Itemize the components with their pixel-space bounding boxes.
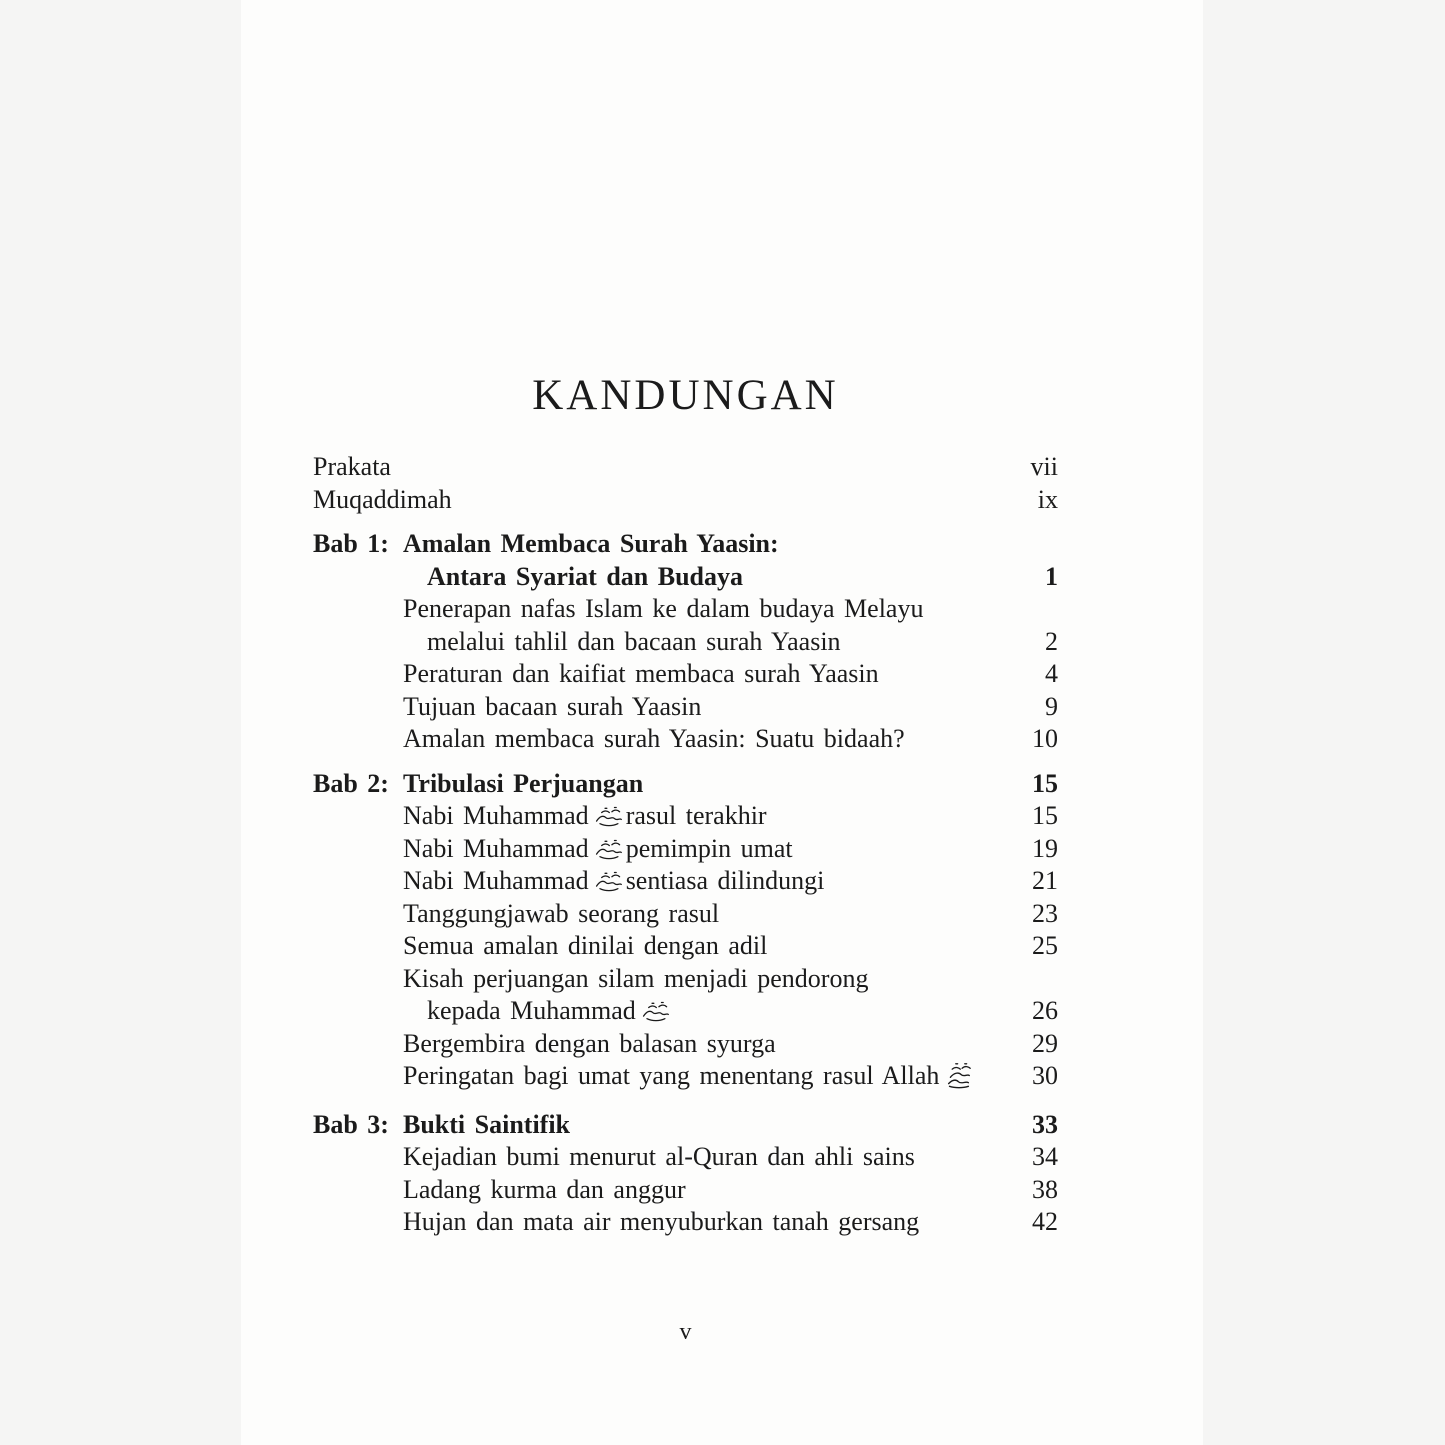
sallallahu-alayhi-wasallam-icon	[641, 999, 670, 1023]
entry-label: Nabi Muhammad sentiasa dilindungi	[403, 866, 825, 895]
entry-page-number: 42	[1032, 1207, 1058, 1236]
entry-label: Ladang kurma dan anggur	[403, 1174, 686, 1204]
entry-label: Amalan membaca surah Yaasin: Suatu bidaah?	[403, 724, 905, 753]
entry-label: melalui tahlil dan bacaan surah Yaasin	[427, 626, 841, 656]
toc-entry-muqaddimah	[313, 484, 1058, 517]
entry-page-number: vii	[1030, 452, 1058, 481]
entry-page-number: 29	[1032, 1028, 1058, 1058]
toc-entry-continuation	[313, 626, 1058, 659]
entry-label: kepada Muhammad	[403, 995, 986, 1028]
entry-page-number: 15	[1032, 768, 1058, 798]
folio-page-number: v	[679, 1318, 692, 1345]
toc-entry	[313, 833, 1058, 866]
entry-page-number: 2	[1045, 626, 1058, 656]
chapter-1-heading-line2	[313, 561, 1058, 594]
entry-label: Peraturan dan kaifiat membaca surah Yaasin	[403, 659, 879, 688]
entry-page-number: 19	[1032, 833, 1058, 863]
entry-label: Kisah perjuangan silam menjadi pendorong	[403, 963, 869, 993]
entry-page-number: 21	[1032, 866, 1058, 895]
entry-label: Prakata	[313, 452, 391, 481]
toc-entry	[313, 658, 1058, 691]
toc-entry-prakata	[313, 451, 1058, 484]
section-spacer	[313, 516, 1058, 528]
chapter-title-continuation: Antara Syariat dan Budaya	[427, 561, 743, 591]
entry-label: Peringatan bagi umat yang menentang rasul Allah	[403, 1060, 986, 1093]
toc-entry	[313, 1028, 1058, 1061]
azza-wa-jall-honorific-icon	[944, 1062, 973, 1089]
toc-content	[313, 0, 1058, 1347]
toc-entry	[313, 898, 1058, 931]
chapter-3-heading	[313, 1109, 1058, 1142]
chapter-title: Tribulasi Perjuangan	[403, 768, 644, 798]
entry-label: Semua amalan dinilai dengan adil	[403, 931, 768, 960]
section-spacer	[313, 1093, 1058, 1109]
toc-entry	[313, 1206, 1058, 1239]
entry-page-number: 1	[1045, 561, 1058, 591]
toc-entry	[313, 593, 1058, 626]
entry-label: Nabi Muhammad pemimpin umat	[403, 833, 793, 863]
sallallahu-alayhi-wasallam-icon	[594, 869, 623, 893]
chapter-2-heading	[313, 768, 1058, 801]
entry-label: Nabi Muhammad rasul terakhir	[403, 801, 767, 830]
table-of-contents	[313, 451, 1058, 1239]
entry-page-number: 33	[1032, 1109, 1058, 1139]
entry-page-number: 10	[1032, 724, 1058, 753]
toc-entry	[313, 1060, 1058, 1093]
toc-entry-continuation	[313, 995, 1058, 1028]
entry-page-number: 15	[1032, 801, 1058, 830]
toc-entry	[313, 930, 1058, 963]
entry-label: Kejadian bumi menurut al-Quran dan ahli sains	[403, 1142, 915, 1171]
chapter-prefix: Bab 2:	[313, 768, 389, 798]
entry-label: Tanggungjawab seorang rasul	[403, 898, 720, 928]
chapter-title: Amalan Membaca Surah Yaasin:	[403, 529, 779, 558]
page-title: KANDUNGAN	[532, 372, 839, 419]
entry-label: Bergembira dengan balasan syurga	[403, 1028, 776, 1058]
toc-entry	[313, 963, 1058, 996]
entry-page-number: 4	[1045, 659, 1058, 688]
entry-page-number: 26	[1032, 996, 1058, 1025]
sallallahu-alayhi-wasallam-icon	[594, 837, 623, 861]
entry-label: Muqaddimah	[313, 484, 452, 514]
toc-entry	[313, 691, 1058, 724]
toc-entry	[313, 800, 1058, 833]
toc-entry	[313, 1174, 1058, 1207]
chapter-1-heading-line1	[313, 528, 1058, 561]
chapter-prefix: Bab 1:	[313, 529, 389, 558]
toc-entry	[313, 1141, 1058, 1174]
entry-page-number: 25	[1032, 931, 1058, 960]
toc-entry	[313, 865, 1058, 898]
sallallahu-alayhi-wasallam-icon	[594, 804, 623, 828]
entry-page-number: 9	[1045, 691, 1058, 721]
entry-page-number: 23	[1032, 898, 1058, 928]
chapter-title: Bukti Saintifik	[403, 1109, 571, 1139]
entry-page-number: 34	[1032, 1142, 1058, 1171]
entry-page-number: ix	[1037, 484, 1058, 514]
entry-page-number: 38	[1032, 1174, 1058, 1204]
entry-label: Penerapan nafas Islam ke dalam budaya Melayu	[403, 594, 924, 623]
entry-label: Hujan dan mata air menyuburkan tanah gersang	[403, 1207, 920, 1236]
chapter-prefix: Bab 3:	[313, 1109, 389, 1139]
section-spacer	[313, 756, 1058, 768]
entry-label: Tujuan bacaan surah Yaasin	[403, 691, 702, 721]
book-page	[241, 0, 1203, 1445]
toc-entry	[313, 723, 1058, 756]
entry-page-number: 30	[1032, 1061, 1058, 1090]
